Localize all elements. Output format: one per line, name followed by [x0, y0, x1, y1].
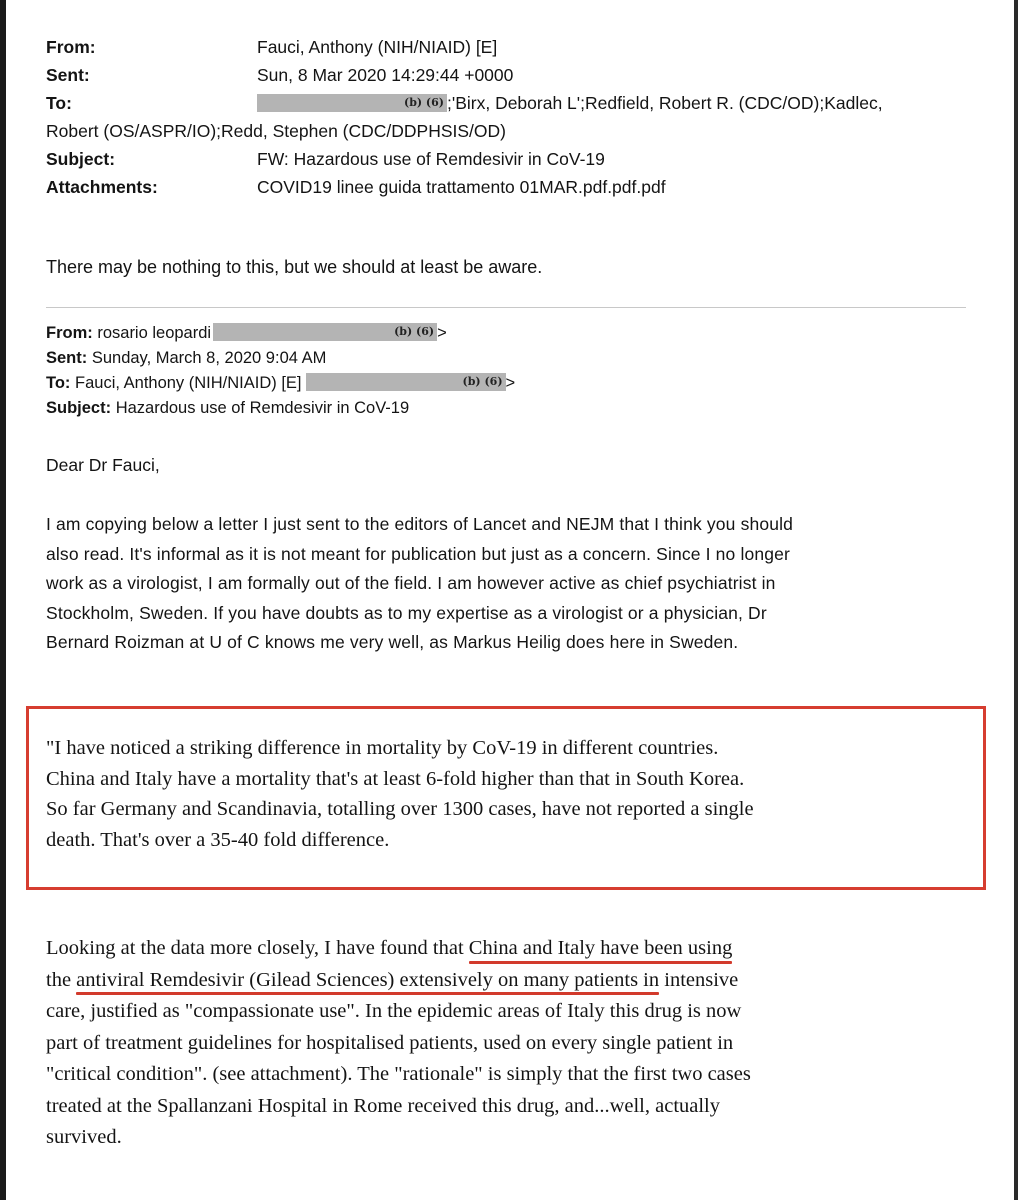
divider: [46, 307, 966, 308]
body-line: part of treatment guidelines for hospitalised patients, used on every single patient in: [46, 1031, 734, 1054]
greeting: Dear Dr Fauci,: [46, 455, 160, 475]
paragraph-line: Stockholm, Sweden. If you have doubts as to my expertise as a virologist or a physician, Dr: [46, 602, 767, 623]
from-label: From:: [46, 37, 96, 57]
subject-label: Subject:: [46, 149, 116, 169]
paragraph-line: also read. It's informal as it is not meant for publication but just as a concern. Since I no longer: [46, 543, 791, 564]
attachment-filename[interactable]: COVID19 linee guida trattamento 01MAR.pdf.pdf.pdf: [257, 177, 666, 197]
fwd-from-label: From:: [46, 324, 93, 342]
header-subject-row: [46, 145, 883, 173]
header-attachments-row: [46, 173, 883, 201]
paragraph-line: work as a virologist, I am formally out of the field. I am however active as chief psychiatrist in: [46, 573, 776, 593]
fwd-to-row: [46, 371, 515, 396]
fwd-from-row: [46, 321, 515, 346]
from-value: Fauci, Anthony (NIH/NIAID) [E]: [257, 37, 498, 57]
fwd-to-close: >: [505, 374, 516, 392]
fwd-subject-label: Subject:: [46, 399, 112, 417]
redaction-code: (b) (6): [394, 325, 435, 338]
fwd-to-label: To:: [46, 374, 71, 392]
body-line: [46, 965, 751, 997]
body-line: survived.: [46, 1126, 122, 1148]
quoted-letter: [46, 733, 754, 855]
fwd-sent-row: [46, 346, 515, 371]
attachments-label: Attachments:: [46, 177, 158, 197]
underlined-text: antiviral Remdesivir (Gilead Sciences) extensively on many patients in: [76, 965, 659, 997]
forward-note: There may be nothing to this, but we should at least be aware.: [46, 257, 543, 277]
intro-paragraph: [46, 510, 976, 658]
right-border: [1014, 0, 1018, 1200]
header-to-continued: [46, 117, 883, 145]
quote-line: So far Germany and Scandinavia, totalling over 1300 cases, have not reported a single: [46, 798, 754, 820]
paragraph-line: I am copying below a letter I just sent to the editors of Lancet and NEJM that I think you should: [46, 514, 794, 534]
body-line: "critical condition". (see attachment). The "rationale" is simply that the first two cases: [46, 1063, 751, 1085]
left-border: [0, 0, 6, 1200]
body-paragraph: [46, 933, 751, 1154]
underlined-text: China and Italy have been using: [469, 933, 733, 965]
fwd-to-value: Fauci, Anthony (NIH/NIAID) [E]: [75, 374, 302, 392]
redaction-block: [257, 94, 447, 112]
redaction-block: [213, 323, 437, 341]
fwd-sent-value: Sunday, March 8, 2020 9:04 AM: [91, 349, 327, 367]
body-text: intensive: [659, 968, 739, 991]
fwd-subject-row: [46, 396, 515, 421]
body-text: the: [46, 968, 77, 991]
header-from-row: [46, 33, 883, 61]
fwd-sent-label: Sent:: [46, 349, 88, 367]
body-text: Looking at the data more closely, I have found that: [46, 937, 469, 959]
to-value-line2: Robert (OS/ASPR/IO);Redd, Stephen (CDC/DDPHSIS/OD): [46, 121, 506, 141]
paragraph-line: Bernard Roizman at U of C knows me very well, as Markus Heilig does here in Sweden.: [46, 632, 739, 652]
header-to-row: [46, 89, 883, 117]
body-line: care, justified as "compassionate use". In the epidemic areas of Italy this drug is now: [46, 1000, 742, 1022]
email-header: [46, 33, 883, 201]
body-line: treated at the Spallanzani Hospital in Rome received this drug, and...well, actually: [46, 1094, 721, 1117]
to-label: To:: [46, 93, 72, 113]
quote-line: "I have noticed a striking difference in mortality by CoV-19 in different countries.: [46, 737, 719, 759]
fwd-from-close: >: [437, 324, 447, 342]
sent-value: Sun, 8 Mar 2020 14:29:44 +0000: [257, 65, 514, 85]
redaction-block: [306, 373, 506, 391]
sent-label: Sent:: [46, 65, 90, 85]
fwd-from-value: rosario leopardi: [97, 324, 212, 342]
header-sent-row: [46, 61, 883, 89]
redaction-code: (b) (6): [404, 96, 444, 109]
quote-line: China and Italy have a mortality that's at least 6-fold higher than that in South Korea.: [46, 767, 745, 790]
redaction-code: (b) (6): [462, 375, 503, 388]
subject-value: FW: Hazardous use of Remdesivir in CoV-19: [257, 149, 605, 169]
quote-line: death. That's over a 35-40 fold difference.: [46, 828, 390, 851]
forwarded-header: [46, 321, 515, 421]
body-line: [46, 933, 751, 965]
to-value-line1: ;'Birx, Deborah L';Redfield, Robert R. (CDC/OD);Kadlec,: [447, 93, 883, 113]
fwd-subject-value: Hazardous use of Remdesivir in CoV-19: [115, 399, 410, 417]
